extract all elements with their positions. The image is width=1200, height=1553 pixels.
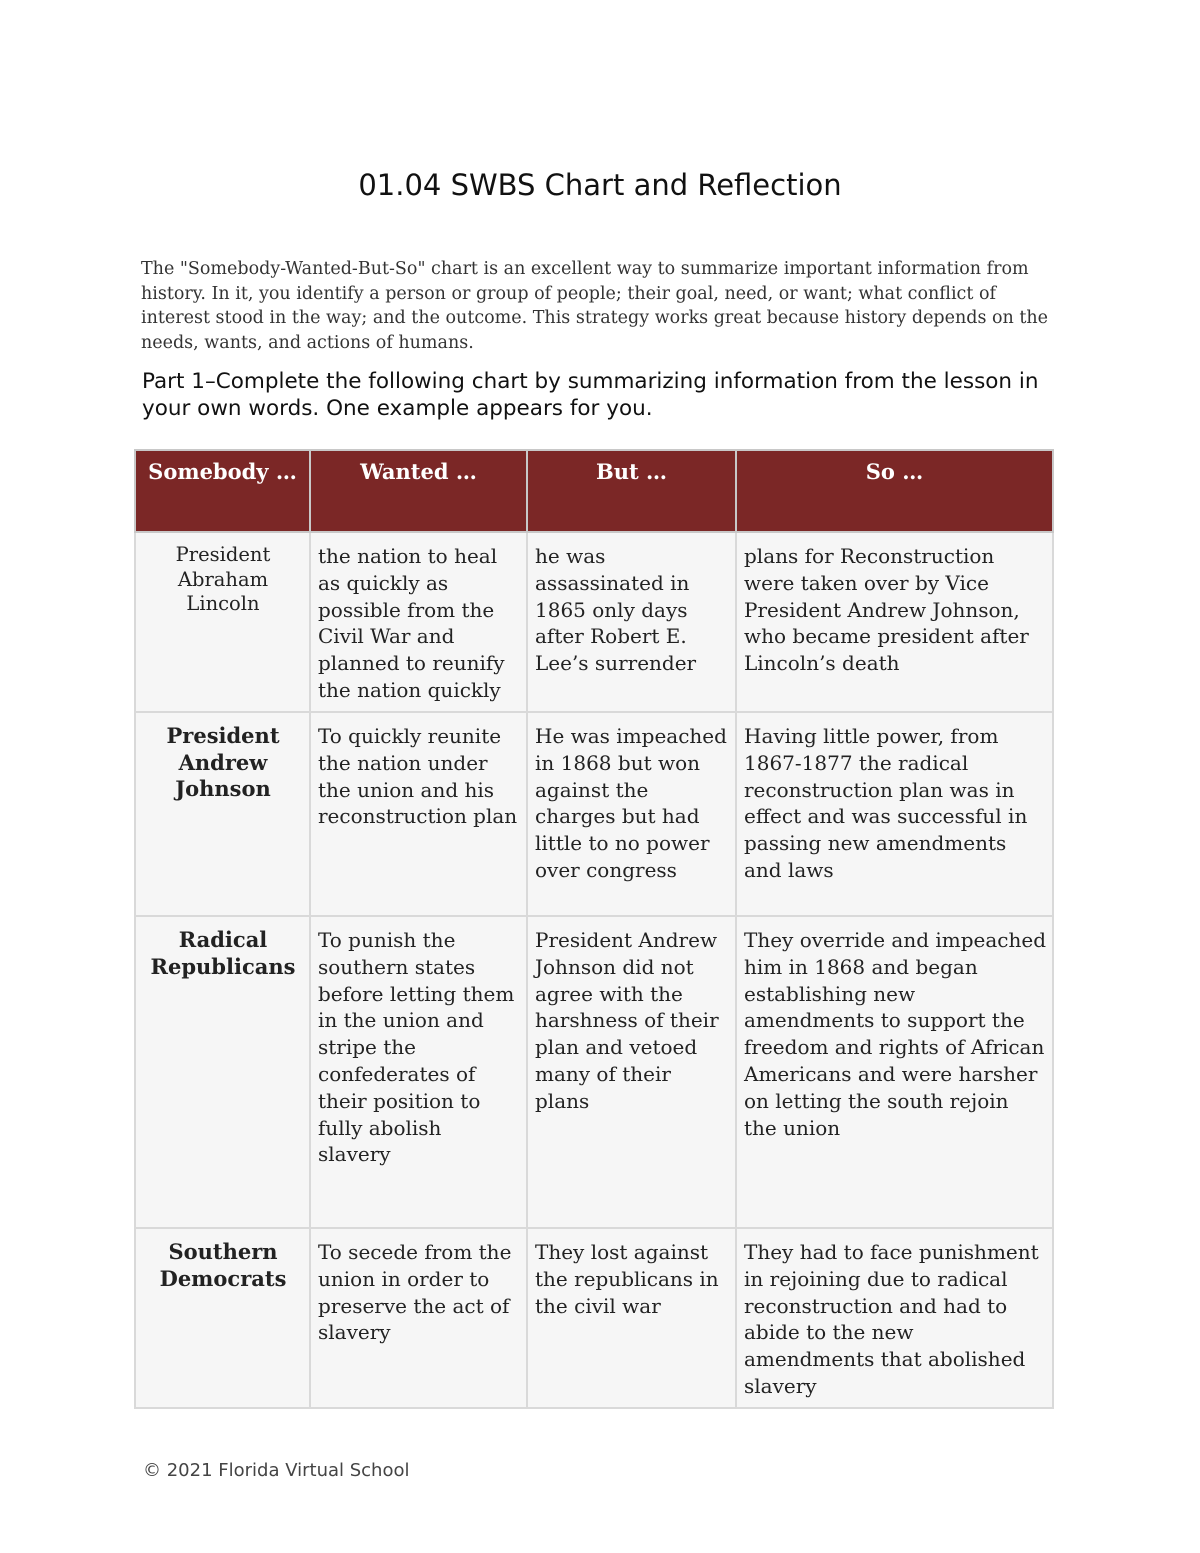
wanted-cell: the nation to heal as quickly as possible from the Civil War and planned to reunify the nation quickly bbox=[310, 532, 527, 712]
header-but: But … bbox=[527, 450, 736, 532]
somebody-cell: Radical Republicans bbox=[135, 916, 310, 1228]
intro-paragraph: The "Somebody-Wanted-But-So" chart is an excellent way to summarize important information from history. In it, you identify a person or group of people; their goal, need, or want; what conflict of interest stood in the way; and the outcome. This strategy works great because history depends on the needs, wants, and actions of humans. bbox=[141, 259, 1049, 353]
table-row bbox=[135, 712, 1053, 916]
but-cell: He was impeached in 1868 but won against the charges but had little to no power over congress bbox=[527, 712, 736, 916]
but-cell: They lost against the republicans in the civil war bbox=[527, 1228, 736, 1408]
header-somebody: Somebody … bbox=[135, 450, 310, 532]
so-cell: Having little power, from 1867-1877 the radical reconstruction plan was in effect and was successful in passing new amendments and laws bbox=[736, 712, 1053, 916]
somebody-cell: President Andrew Johnson bbox=[135, 712, 310, 916]
table-row bbox=[135, 532, 1053, 712]
header-row bbox=[135, 450, 1053, 532]
header-so: So … bbox=[736, 450, 1053, 532]
part1-instructions: Part 1–Complete the following chart by summarizing information from the lesson in your own words. One example appears for you. bbox=[142, 369, 1039, 421]
so-cell: plans for Reconstruction were taken over by Vice President Andrew Johnson, who became president after Lincoln’s death bbox=[736, 532, 1053, 712]
but-cell: he was assassinated in 1865 only days after Robert E. Lee’s surrender bbox=[527, 532, 736, 712]
somebody-cell: President Abraham Lincoln bbox=[135, 532, 310, 712]
wanted-cell: To secede from the union in order to preserve the act of slavery bbox=[310, 1228, 527, 1408]
wanted-cell: To quickly reunite the nation under the union and his reconstruction plan bbox=[310, 712, 527, 916]
document-title: 01.04 SWBS Chart and Reflection bbox=[358, 168, 842, 202]
wanted-cell: To punish the southern states before letting them in the union and stripe the confederates of their position to fully abolish slavery bbox=[310, 916, 527, 1228]
table-row bbox=[135, 1228, 1053, 1408]
so-cell: They had to face punishment in rejoining due to radical reconstruction and had to abide to the new amendments that abolished slavery bbox=[736, 1228, 1053, 1408]
so-cell: They override and impeached him in 1868 and began establishing new amendments to support the freedom and rights of African Americans and were harsher on letting the south rejoin the union bbox=[736, 916, 1053, 1228]
somebody-cell: Southern Democrats bbox=[135, 1228, 310, 1408]
copyright-footer: © 2021 Florida Virtual School bbox=[143, 1460, 410, 1481]
table-row bbox=[135, 916, 1053, 1228]
but-cell: President Andrew Johnson did not agree with the harshness of their plan and vetoed many of their plans bbox=[527, 916, 736, 1228]
header-wanted: Wanted … bbox=[310, 450, 527, 532]
swbs-chart bbox=[134, 449, 1054, 1409]
